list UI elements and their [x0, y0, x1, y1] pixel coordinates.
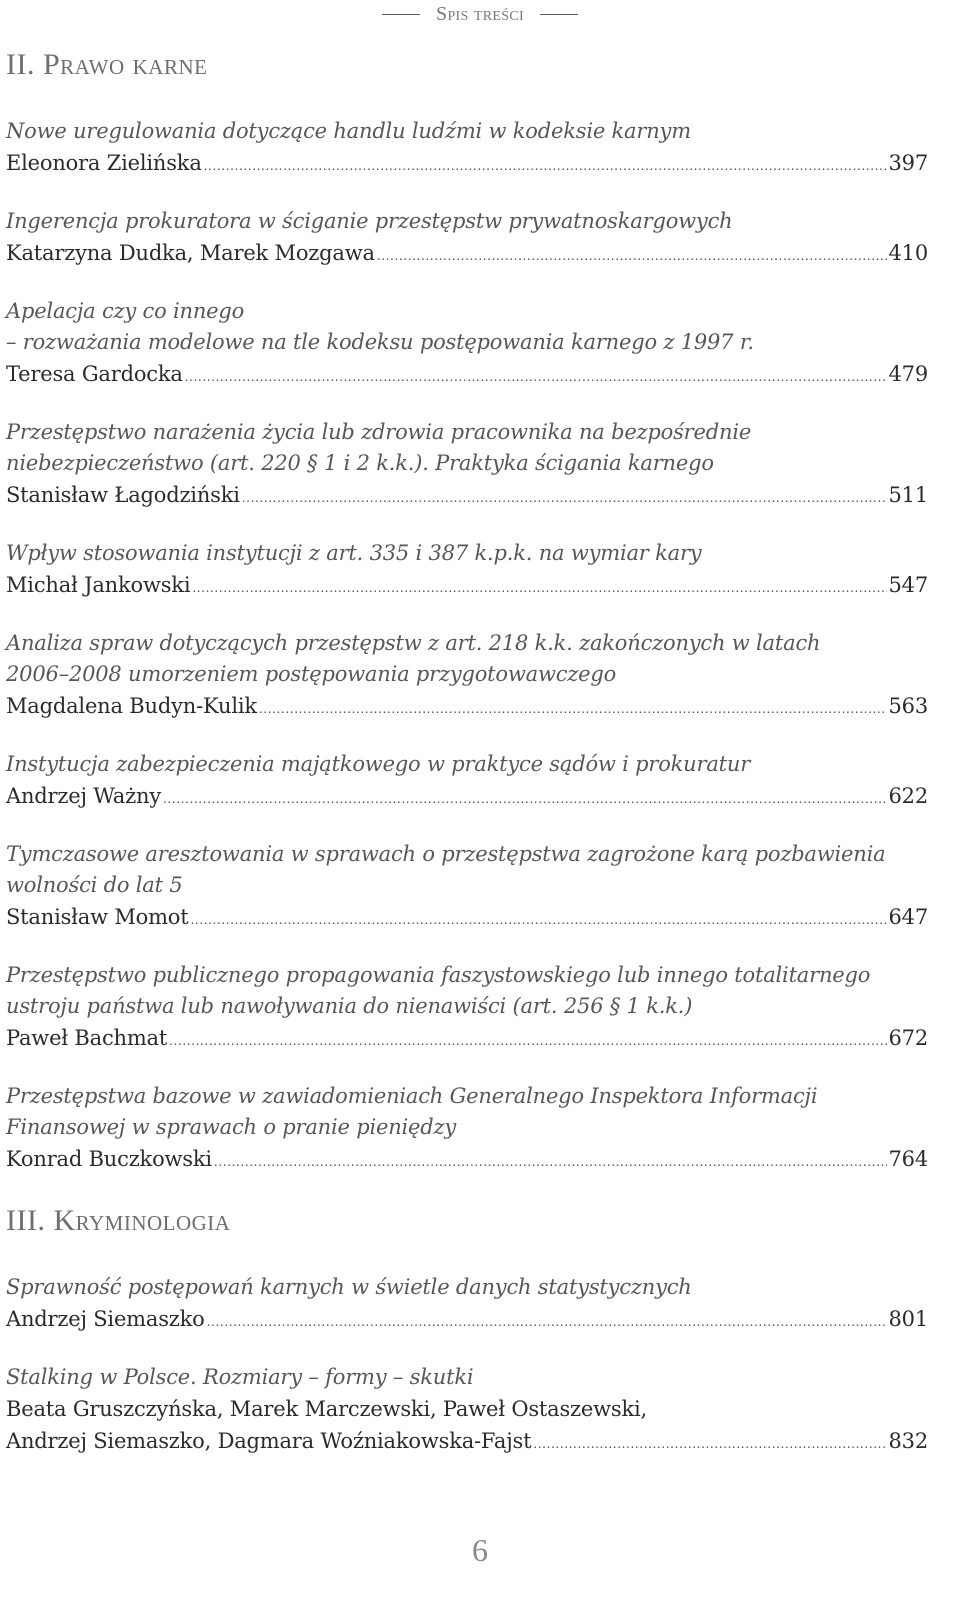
section-entries-prawo-karne	[6, 116, 928, 1178]
entry-title-continued: wolności do lat 5	[6, 873, 183, 897]
entry-title: Przestępstwo narażenia życia lub zdrowia pracownika na bezpośrednie	[6, 420, 752, 444]
entry-author-line	[6, 358, 928, 393]
entry-author: Paweł Bachmat	[6, 1026, 168, 1050]
entry-author-line	[6, 690, 928, 725]
section-entries-kryminologia	[6, 1272, 928, 1460]
entry-author: Stanisław Momot	[6, 905, 189, 929]
dot-leader	[169, 1025, 886, 1057]
entry-title: Nowe uregulowania dotyczące handlu ludźmi w kodeksie karnym	[6, 119, 691, 143]
dot-leader	[204, 150, 887, 182]
entry-author-line	[6, 1143, 928, 1178]
entry-page: 397	[888, 151, 928, 175]
entry-title: Ingerencja prokuratora w ściganie przestępstw prywatnoskargowych	[6, 209, 733, 233]
toc-entry[interactable]	[6, 839, 928, 936]
entry-page: 672	[888, 1026, 928, 1050]
toc-entry[interactable]	[6, 417, 928, 514]
toc-entry[interactable]	[6, 1272, 928, 1338]
entry-author-line	[6, 1022, 928, 1057]
entry-author: Katarzyna Dudka, Marek Mozgawa	[6, 241, 375, 265]
entry-title: Przestępstwa bazowe w zawiadomieniach Generalnego Inspektora Informacji	[6, 1084, 818, 1108]
entry-page: 622	[888, 784, 928, 808]
running-head	[0, 0, 960, 28]
toc-entry[interactable]	[6, 1362, 928, 1460]
entry-page: 511	[888, 483, 928, 507]
running-head-title: Spis treści	[436, 2, 524, 25]
dot-leader	[259, 693, 887, 725]
entry-author: Andrzej Siemaszko	[6, 1307, 205, 1331]
entry-page: 410	[888, 241, 928, 265]
toc-entry[interactable]	[6, 538, 928, 604]
entry-author-line	[6, 237, 928, 272]
running-head-rule-left	[382, 14, 420, 15]
entry-title-continued: niebezpieczeństwo (art. 220 § 1 i 2 k.k.). Praktyka ścigania karnego	[6, 451, 714, 475]
entry-author: Stanisław Łagodziński	[6, 483, 240, 507]
entry-title: Apelacja czy co innego	[6, 299, 245, 323]
toc-entry[interactable]	[6, 960, 928, 1057]
dot-leader	[207, 1306, 887, 1338]
entry-author-line	[6, 147, 928, 182]
entry-title: Przestępstwo publicznego propagowania faszystowskiego lub innego totalitarnego	[6, 963, 871, 987]
entry-author-line	[6, 780, 928, 815]
entry-title-continued: – rozważania modelowe na tle kodeksu postępowania karnego z 1997 r.	[6, 330, 754, 354]
entry-page: 801	[888, 1307, 928, 1331]
entry-title: Instytucja zabezpieczenia majątkowego w praktyce sądów i prokuratur	[6, 752, 751, 776]
entry-title: Wpływ stosowania instytucji z art. 335 i 387 k.p.k. na wymiar kary	[6, 541, 702, 565]
entry-title-continued: 2006–2008 umorzeniem postępowania przygotowawczego	[6, 662, 617, 686]
entry-title: Stalking w Polsce. Rozmiary – formy – skutki	[6, 1365, 474, 1389]
entry-title: Sprawność postępowań karnych w świetle danych statystycznych	[6, 1275, 692, 1299]
page-number: 6	[472, 1532, 488, 1568]
entry-page: 832	[888, 1429, 928, 1453]
entry-author: Michał Jankowski	[6, 573, 191, 597]
entry-author-line	[6, 1425, 928, 1460]
entry-author: Teresa Gardocka	[6, 362, 183, 386]
dot-leader	[163, 783, 887, 815]
entry-title: Tymczasowe aresztowania w sprawach o przestępstwa zagrożone karą pozbawienia	[6, 842, 886, 866]
entry-author: Andrzej Ważny	[6, 784, 161, 808]
toc-entry[interactable]	[6, 116, 928, 182]
entry-title: Analiza spraw dotyczących przestępstw z art. 218 k.k. zakończonych w latach	[6, 631, 821, 655]
entry-author: Magdalena Budyn-Kulik	[6, 694, 257, 718]
section-title-prawo-karne: II. Prawo karne	[6, 48, 208, 81]
section-title-kryminologia: III. Kryminologia	[6, 1204, 231, 1237]
entry-author-line	[6, 901, 928, 936]
dot-leader	[192, 572, 886, 604]
toc-entry[interactable]	[6, 206, 928, 272]
entry-page: 647	[888, 905, 928, 929]
entry-author: Konrad Buczkowski	[6, 1147, 212, 1171]
dot-leader	[190, 904, 886, 936]
running-head-rule-right	[540, 14, 578, 15]
toc-entry[interactable]	[6, 1081, 928, 1178]
entry-title-continued: ustroju państwa lub nawoływania do nienawiści (art. 256 § 1 k.k.)	[6, 994, 693, 1018]
toc-entry[interactable]	[6, 628, 928, 725]
entry-page: 764	[888, 1147, 928, 1171]
entry-author-line	[6, 479, 928, 514]
toc-entry[interactable]	[6, 749, 928, 815]
dot-leader	[185, 361, 887, 393]
dot-leader	[533, 1428, 886, 1460]
entry-author: Eleonora Zielińska	[6, 151, 202, 175]
entry-author: Andrzej Siemaszko, Dagmara Woźniakowska-Fajst	[6, 1429, 532, 1453]
entry-author-line	[6, 1303, 928, 1338]
dot-leader	[242, 482, 887, 514]
toc-entry[interactable]	[6, 296, 928, 393]
entry-title-continued: Finansowej w sprawach o pranie pieniędzy	[6, 1115, 457, 1139]
entry-page: 563	[888, 694, 928, 718]
entry-page: 547	[888, 573, 928, 597]
entry-author-continued: Beata Gruszczyńska, Marek Marczewski, Paweł Ostaszewski,	[6, 1397, 648, 1421]
dot-leader	[377, 240, 887, 272]
entry-author-line	[6, 569, 928, 604]
dot-leader	[214, 1146, 887, 1178]
entry-page: 479	[888, 362, 928, 386]
